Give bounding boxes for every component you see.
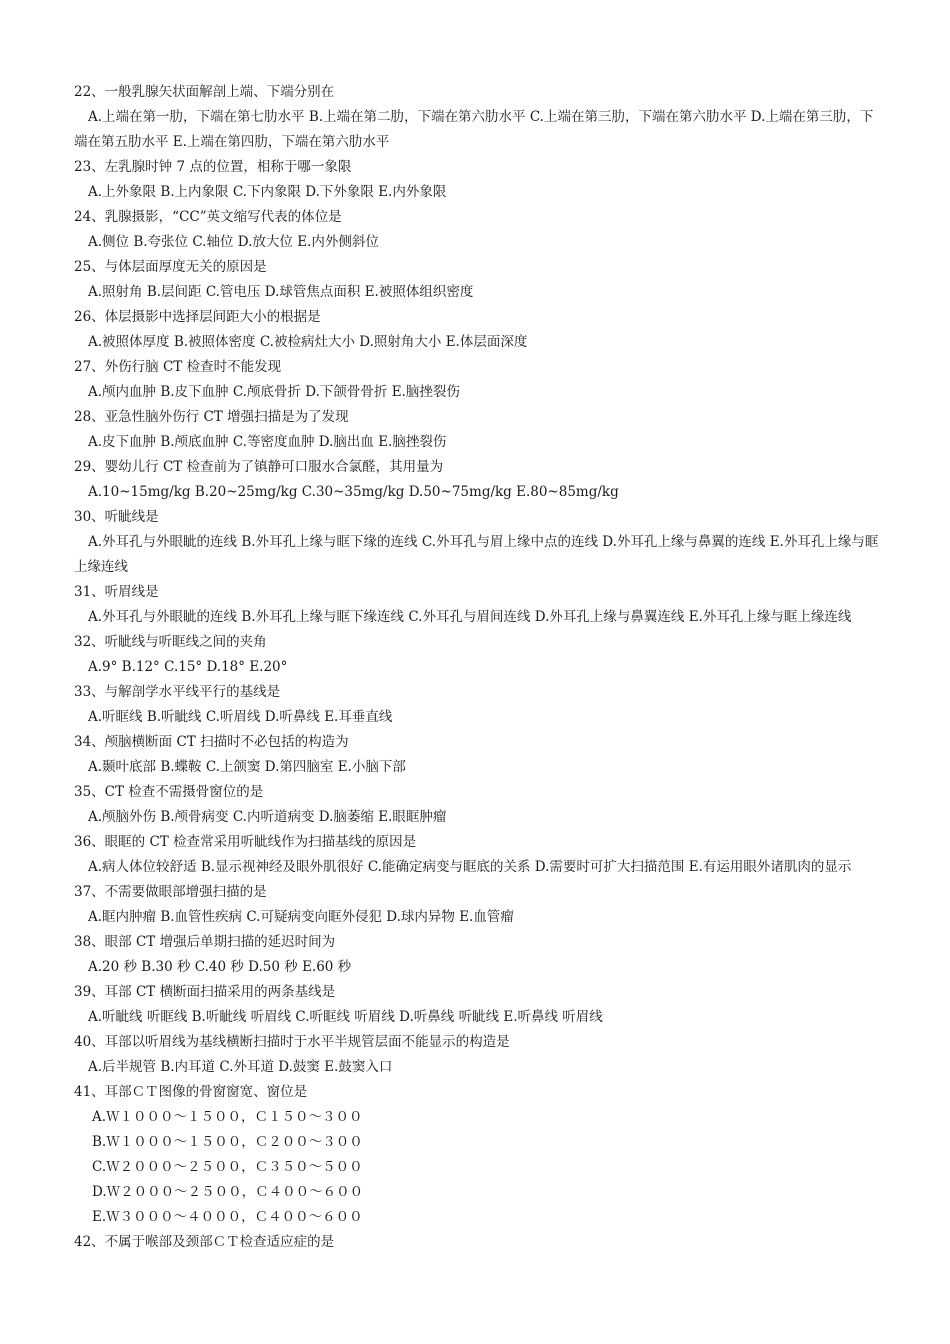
question-38-options: A.20 秒 B.30 秒 C.40 秒 D.50 秒 E.60 秒 (88, 959, 352, 975)
question-38: 38、眼部 CT 增强后单期扫描的延迟时间为 (74, 934, 336, 950)
question-35-options: A.颅脑外伤 B.颅骨病变 C.内听道病变 D.脑萎缩 E.眼眶肿瘤 (88, 809, 447, 825)
question-41-option-b: B.Ｗ１０００～１５００，Ｃ２００～３００ (92, 1134, 363, 1150)
question-36: 36、眼眶的 CT 检查常采用听眦线作为扫描基线的原因是 (74, 834, 417, 850)
question-32-options: A.9° B.12° C.15° D.18° E.20° (88, 659, 288, 675)
question-27-options: A.颅内血肿 B.皮下血肿 C.颅底骨折 D.下颌骨骨折 E.脑挫裂伤 (88, 384, 460, 400)
question-28-options: A.皮下血肿 B.颅底血肿 C.等密度血肿 D.脑出血 E.脑挫裂伤 (88, 434, 447, 450)
question-39: 39、耳部 CT 横断面扫描采用的两条基线是 (74, 984, 336, 1000)
question-37-options: A.眶内肿瘤 B.血管性疾病 C.可疑病变向眶外侵犯 D.球内异物 E.血管瘤 (88, 909, 514, 925)
question-41: 41、耳部ＣＴ图像的骨窗窗宽、窗位是 (74, 1084, 308, 1100)
question-35: 35、CT 检查不需摄骨窗位的是 (74, 784, 264, 800)
question-40: 40、耳部以听眉线为基线横断扫描时于水平半规管层面不能显示的构造是 (74, 1034, 510, 1050)
question-24: 24、乳腺摄影，“CC”英文缩写代表的体位是 (74, 209, 342, 225)
question-37: 37、不需要做眼部增强扫描的是 (74, 884, 267, 900)
question-41-option-a: A.Ｗ１０００～１５００，Ｃ１５０～３００ (92, 1109, 363, 1125)
question-31-options: A.外耳孔与外眼眦的连线 B.外耳孔上缘与眶下缘连线 C.外耳孔与眉间连线 D.外耳孔上缘与鼻翼连线 E.外耳孔上缘与眶上缘连线 (88, 609, 852, 625)
question-33-options: A.听眶线 B.听眦线 C.听眉线 D.听鼻线 E.耳垂直线 (88, 709, 393, 725)
question-41-option-e: E.Ｗ３０００～４０００，Ｃ４００～６００ (92, 1209, 363, 1225)
question-41-option-c: C.Ｗ２０００～２５００，Ｃ３５０～５００ (92, 1159, 363, 1175)
question-42: 42、不属于喉部及颈部ＣＴ检查适应症的是 (74, 1234, 335, 1250)
question-29: 29、婴幼儿行 CT 检查前为了镇静可口服水合氯醛，其用量为 (74, 459, 444, 475)
question-25: 25、与体层面厚度无关的原因是 (74, 259, 267, 275)
question-23-options: A.上外象限 B.上内象限 C.下内象限 D.下外象限 E.内外象限 (88, 184, 447, 200)
question-27: 27、外伤行脑 CT 检查时不能发现 (74, 359, 282, 375)
question-22-options: A.上端在第一肋，下端在第七肋水平 B.上端在第二肋，下端在第六肋水平 C.上端在第三肋，下端在第六肋水平 D.上端在第三肋，下端在第五肋水平 E.上端在第四肋，下端在第六肋水平 (74, 109, 874, 150)
question-28: 28、亚急性脑外伤行 CT 增强扫描是为了发现 (74, 409, 349, 425)
question-29-options: A.10~15mg/kg B.20~25mg/kg C.30~35mg/kg D.50~75mg/kg E.80~85mg/kg (88, 484, 619, 500)
question-26-options: A.被照体厚度 B.被照体密度 C.被检病灶大小 D.照射角大小 E.体层面深度 (88, 334, 528, 350)
question-33: 33、与解剖学水平线平行的基线是 (74, 684, 281, 700)
question-22: 22、一般乳腺矢状面解剖上端、下端分别在 (74, 84, 335, 100)
question-32: 32、听眦线与听眶线之间的夹角 (74, 634, 267, 650)
question-39-options: A.听眦线 听眶线 B.听眦线 听眉线 C.听眶线 听眉线 D.听鼻线 听眦线 E.听鼻线 听眉线 (88, 1009, 603, 1025)
question-34: 34、颅脑横断面 CT 扫描时不必包括的构造为 (74, 734, 349, 750)
question-30: 30、听眦线是 (74, 509, 159, 525)
document-page (74, 80, 884, 1255)
question-30-options: A.外耳孔与外眼眦的连线 B.外耳孔上缘与眶下缘的连线 C.外耳孔与眉上缘中点的连线 D.外耳孔上缘与鼻翼的连线 E.外耳孔上缘与眶上缘连线 (74, 534, 879, 575)
question-31: 31、听眉线是 (74, 584, 159, 600)
question-34-options: A.颞叶底部 B.蝶鞍 C.上颌窦 D.第四脑室 E.小脑下部 (88, 759, 406, 775)
question-24-options: A.侧位 B.夸张位 C.轴位 D.放大位 E.内外侧斜位 (88, 234, 379, 250)
question-26: 26、体层摄影中选择层间距大小的根据是 (74, 309, 321, 325)
question-41-option-d: D.Ｗ２０００～２５００，Ｃ４００～６００ (92, 1184, 364, 1200)
question-40-options: A.后半规管 B.内耳道 C.外耳道 D.鼓窦 E.鼓窦入口 (88, 1059, 393, 1075)
question-23: 23、左乳腺时钟 7 点的位置，相称于哪一象限 (74, 159, 352, 175)
question-25-options: A.照射角 B.层间距 C.管电压 D.球管焦点面积 E.被照体组织密度 (88, 284, 474, 300)
question-36-options: A.病人体位较舒适 B.显示视神经及眼外肌很好 C.能确定病变与眶底的关系 D.需要时可扩大扫描范围 E.有运用眼外诸肌肉的显示 (88, 859, 852, 875)
